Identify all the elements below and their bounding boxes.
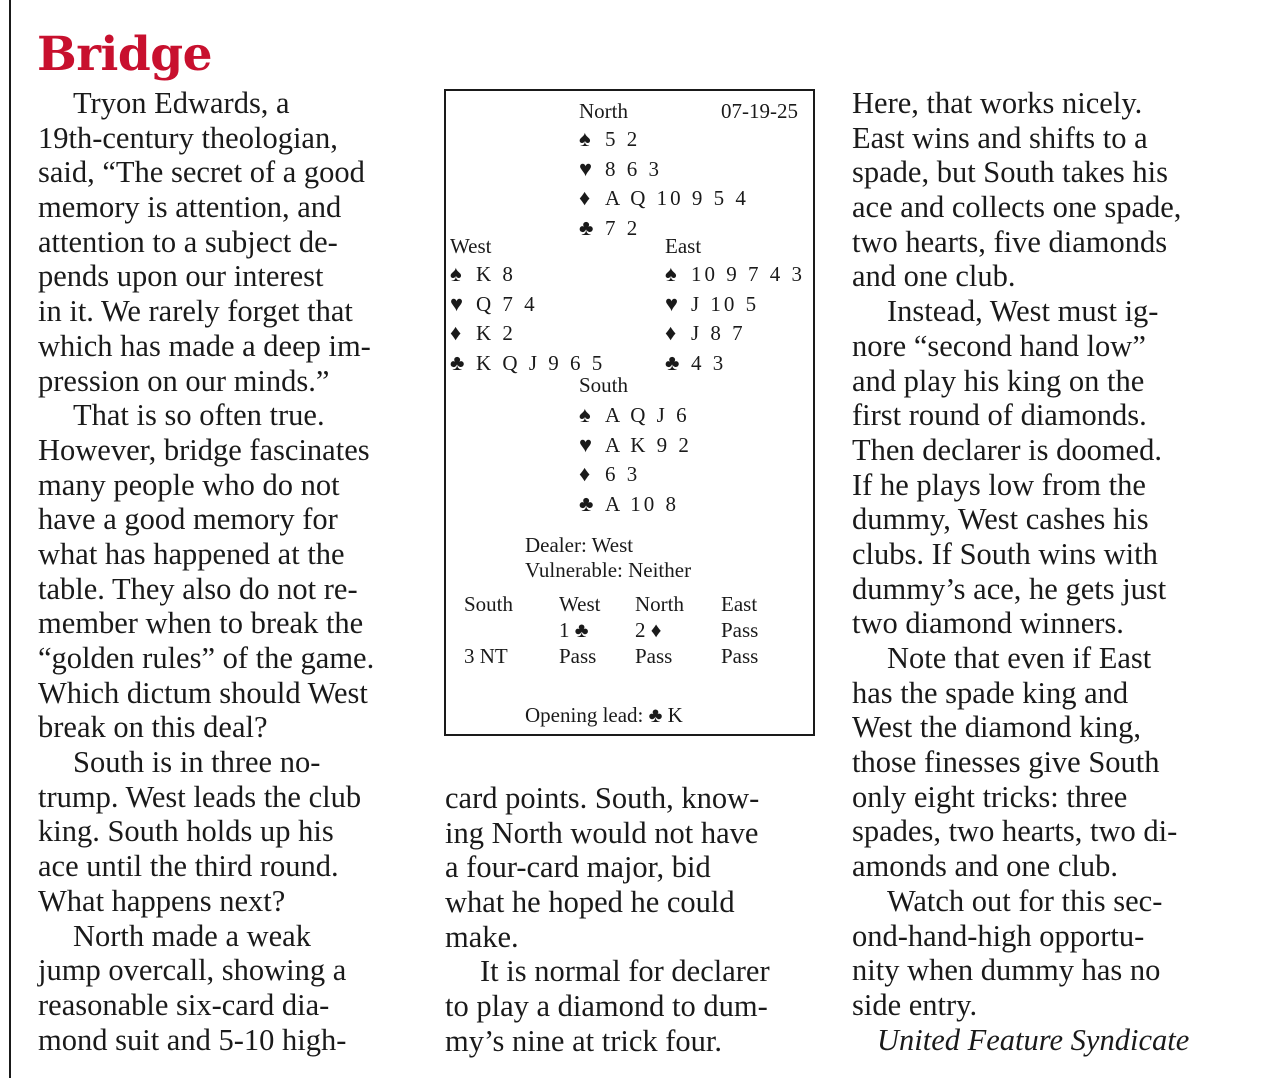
text-line: memory is attention, and [38, 190, 342, 225]
credit-line: United Feature Syndicate [877, 1022, 1190, 1057]
spade-icon: ♠ [665, 261, 677, 286]
auction-bid [464, 616, 513, 642]
dealer-text: Dealer: West [525, 533, 634, 557]
text-line: dummy’s ace, he gets just [852, 571, 1167, 606]
text-line: spades, two hearts, two di- [852, 814, 1178, 849]
text-line: nore “second hand low” [852, 328, 1146, 363]
text-line: dummy, West cashes his [852, 502, 1149, 537]
north-label: North [579, 99, 628, 123]
opening-lead: Opening lead: ♣ K [525, 703, 683, 727]
south-label: South [579, 373, 629, 397]
auction-bid: 1 ♣ [559, 618, 589, 642]
east-label: East [665, 234, 702, 258]
text-line: to play a diamond to dum- [445, 989, 768, 1024]
heart-icon: ♥ [665, 290, 679, 316]
text-line: in it. We rarely forget that [38, 294, 353, 329]
text-line: Tryon Edwards, a [73, 86, 290, 120]
auction-south [464, 590, 513, 668]
spade-icon: ♠ [450, 261, 462, 286]
diamond-icon: ♦ [450, 320, 462, 345]
heart-icon: ♥ [579, 155, 593, 181]
text-line: If he plays low from the [852, 467, 1146, 502]
diamond-icon: ♦ [665, 320, 677, 345]
text-line: pends upon our interest [38, 259, 324, 294]
text-line: what has happened at the [38, 536, 345, 571]
auction-header: East [721, 592, 758, 616]
text-line: make. [445, 919, 519, 954]
auction-bid: Pass [635, 644, 673, 668]
text-line: nity when dummy has no [852, 953, 1161, 988]
text-line: and one club. [852, 259, 1016, 294]
north-hand [579, 125, 749, 243]
east-spades: 10 9 7 4 3 [691, 262, 805, 286]
text-line: jump overcall, showing a [38, 953, 347, 988]
text-line: break on this deal? [38, 710, 268, 745]
article-column-1 [38, 86, 374, 1057]
auction-east [721, 590, 758, 668]
auction-bid: 2 ♦ [635, 618, 662, 642]
text-line: ace and collects one spade, [852, 190, 1182, 225]
auction-header: South [464, 592, 514, 616]
text-line: mond suit and 5-10 high- [38, 1022, 347, 1057]
north-hearts: 8 6 3 [605, 156, 662, 181]
text-line: What happens next? [38, 883, 286, 918]
article-column-3 [852, 86, 1189, 1057]
text-line: have a good memory for [38, 502, 338, 537]
text-line: trump. West leads the club [38, 779, 362, 814]
text-line: That is so often true. [73, 398, 325, 433]
west-spades: K 8 [476, 262, 516, 286]
south-spades: A Q J 6 [605, 403, 690, 427]
east-hand [665, 260, 805, 378]
deal-date: 07-19-25 [721, 99, 798, 123]
club-icon: ♣ [579, 214, 594, 240]
text-line: what he hoped he could [445, 885, 735, 920]
text-line: table. They also do not re- [38, 571, 358, 606]
vulnerable-text: Vulnerable: Neither [525, 558, 692, 582]
page-title: Bridge [37, 27, 212, 82]
text-line: many people who do not [38, 467, 340, 502]
text-line: Watch out for this sec- [887, 883, 1163, 918]
spade-icon: ♠ [579, 402, 591, 427]
text-line: South is in three no- [73, 745, 321, 780]
article-column-2 [445, 781, 770, 1059]
text-line: Which dictum should West [38, 675, 368, 710]
text-line: said, “The secret of a good [38, 155, 365, 190]
deal-diagram [444, 89, 815, 736]
text-line: amonds and one club. [852, 849, 1118, 884]
east-clubs: 4 3 [691, 350, 727, 375]
text-line: Instead, West must ig- [887, 294, 1159, 329]
text-line: only eight tricks: three [852, 779, 1128, 814]
text-line: pression on our minds.” [38, 363, 330, 398]
west-hearts: Q 7 4 [476, 291, 538, 316]
north-spades: 5 2 [605, 127, 641, 151]
text-line: It is normal for declarer [480, 954, 770, 989]
text-line: However, bridge fascinates [38, 432, 370, 467]
club-icon: ♣ [665, 349, 680, 375]
east-hearts: J 10 5 [691, 291, 760, 316]
text-line: my’s nine at trick four. [445, 1023, 722, 1058]
text-line: ace until the third round. [38, 849, 339, 884]
north-diamonds: A Q 10 9 5 4 [605, 186, 749, 210]
text-line: two hearts, five diamonds [852, 224, 1168, 259]
text-line: first round of diamonds. [852, 398, 1147, 433]
auction-bid: Pass [721, 618, 759, 642]
west-label: West [450, 234, 492, 258]
text-line: which has made a deep im- [38, 328, 371, 363]
auction-header: West [559, 592, 601, 616]
text-line: North made a weak [73, 918, 311, 953]
heart-icon: ♥ [450, 290, 464, 316]
text-line: has the spade king and [852, 675, 1129, 710]
auction-west [559, 590, 600, 668]
text-line: king. South holds up his [38, 814, 334, 849]
text-line: card points. South, know- [445, 781, 760, 815]
text-line: “golden rules” of the game. [38, 641, 375, 675]
west-diamonds: K 2 [476, 321, 516, 345]
diamond-icon: ♦ [579, 185, 591, 210]
text-line: a four-card major, bid [445, 850, 711, 885]
text-line: clubs. If South wins with [852, 536, 1158, 571]
south-clubs: A 10 8 [605, 491, 680, 516]
auction-bid: Pass [559, 644, 597, 668]
text-line: those finesses give South [852, 745, 1160, 780]
text-line: side entry. [852, 987, 978, 1022]
heart-icon: ♥ [579, 431, 593, 457]
text-line: Then declarer is doomed. [852, 432, 1162, 467]
auction-bid: Pass [721, 644, 759, 668]
text-line: West the diamond king, [852, 710, 1141, 745]
auction-header: North [635, 592, 684, 616]
east-diamonds: J 8 7 [691, 321, 746, 345]
text-line: two diamond winners. [852, 606, 1124, 641]
text-line: member when to break the [38, 606, 364, 641]
column-rule [9, 0, 11, 1078]
south-hearts: A K 9 2 [605, 432, 692, 457]
text-line: ond-hand-high opportu- [852, 918, 1145, 953]
text-line: Note that even if East [887, 641, 1152, 675]
text-line: attention to a subject de- [38, 224, 338, 259]
text-line: 19th-century theologian, [38, 120, 338, 155]
club-icon: ♣ [450, 349, 465, 375]
diamond-icon: ♦ [579, 461, 591, 486]
west-hand [450, 260, 605, 378]
text-line: reasonable six-card dia- [38, 987, 330, 1022]
auction-bid: 3 NT [464, 644, 508, 668]
south-diamonds: 6 3 [605, 462, 641, 486]
club-icon: ♣ [579, 490, 594, 516]
spade-icon: ♠ [579, 126, 591, 151]
auction-north [635, 590, 684, 668]
text-line: spade, but South takes his [852, 155, 1168, 190]
west-clubs: K Q J 9 6 5 [476, 350, 606, 375]
text-line: ing North would not have [445, 815, 759, 850]
north-clubs: 7 2 [605, 215, 641, 240]
south-hand [579, 401, 692, 519]
text-line: Here, that works nicely. [852, 86, 1143, 120]
text-line: and play his king on the [852, 363, 1145, 398]
text-line: East wins and shifts to a [852, 120, 1148, 155]
